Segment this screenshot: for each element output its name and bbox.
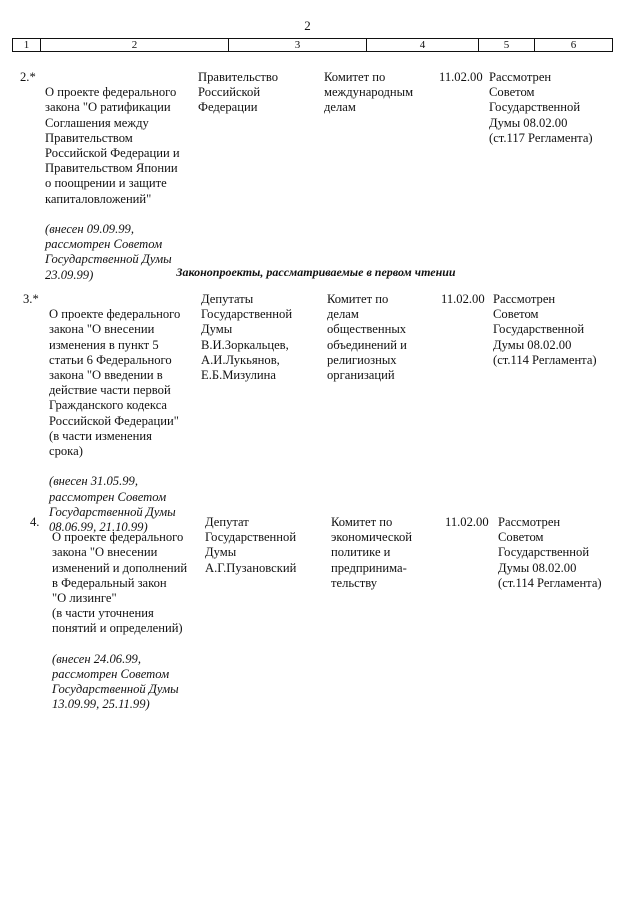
column-header-1: 1 (13, 39, 41, 52)
row-number: 3.* (23, 292, 39, 306)
column-header-5: 5 (479, 39, 535, 52)
bill-title: О проекте федерального закона "О ратификации Соглашения между Правительством Российской Федерации и Правительством Японии о поощрении и защите капиталовложений" (45, 85, 180, 206)
row-number: 2.* (20, 70, 36, 84)
bill-description (45, 70, 200, 298)
review-date: 11.02.00 (445, 515, 489, 529)
bill-note: (внесен 24.06.99, рассмотрен Советом Государственной Думы 13.09.99, 25.11.99) (52, 651, 179, 712)
column-header-2: 2 (41, 39, 229, 52)
council-decision: Рассмотрен Советом Государственной Думы 08.02.00 (ст.114 Регламента) (498, 515, 602, 590)
bill-author: Депутаты Государственной Думы В.И.Зоркальцев, А.И.Лукьянов, Е.Б.Мизулина (201, 292, 293, 383)
section-title: Законопроекты, рассматриваемые в первом чтении (176, 265, 456, 279)
bill-note: (внесен 31.05.99, рассмотрен Советом Государственной Думы 08.06.99, 21.10.99) (49, 474, 176, 535)
column-header-6: 6 (535, 39, 613, 52)
page-number: 2 (304, 18, 311, 33)
bill-note: (внесен 09.09.99, рассмотрен Советом Государственной Думы 23.09.99) (45, 222, 172, 282)
bill-author: Депутат Государственной Думы А.Г.Пузановский (205, 515, 297, 575)
council-decision: Рассмотрен Советом Государственной Думы 08.02.00 (ст.114 Регламента) (493, 292, 597, 367)
bill-description (52, 515, 207, 728)
responsible-committee: Комитет по международным делам (324, 70, 414, 115)
bill-title: О проекте федерального закона "О внесении изменений и дополнений в Федеральный закон "О лизинге" (в части уточнения понятий и определений) (52, 530, 188, 636)
column-header-table (12, 38, 613, 52)
responsible-committee: Комитет по экономической политике и предпринима- тельству (331, 515, 413, 590)
council-decision: Рассмотрен Советом Государственной Думы 08.02.00 (ст.117 Регламента) (489, 70, 593, 145)
bill-description (49, 292, 204, 550)
column-header-3: 3 (229, 39, 367, 52)
review-date: 11.02.00 (439, 70, 483, 84)
bill-title: О проекте федерального закона "О внесении изменения в пункт 5 статьи 6 Федерального закона "О введении в действие части первой Гражданского кодекса Российской Федерации" (в части изменения срока) (49, 307, 181, 459)
column-header-4: 4 (367, 39, 479, 52)
responsible-committee: Комитет по делам общественных объединений и религиозных организаций (327, 292, 407, 383)
row-number: 4. (30, 515, 40, 529)
column-header-row (13, 39, 613, 52)
bill-author: Правительство Российской Федерации (198, 70, 279, 115)
review-date: 11.02.00 (441, 292, 485, 306)
